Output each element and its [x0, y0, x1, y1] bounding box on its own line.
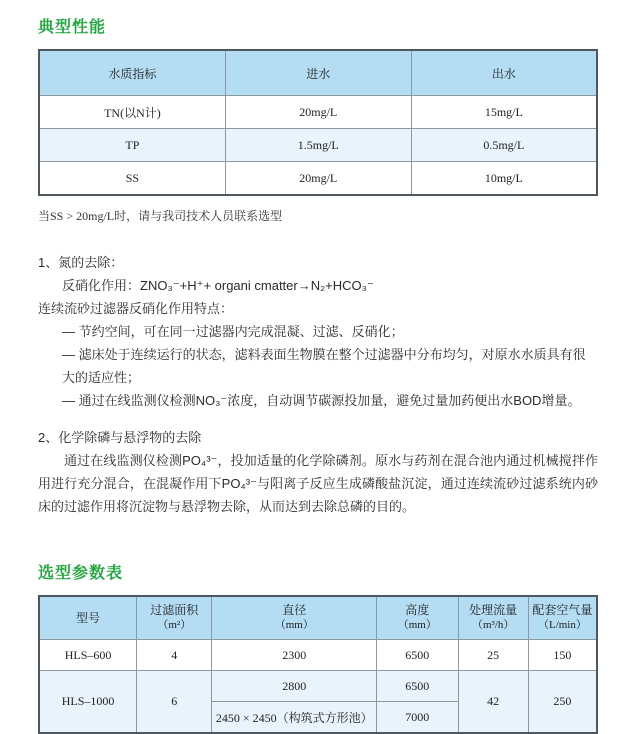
denitrification-formula: 反硝化作用：ZNO₃⁻+H⁺+ organi cmatter→N₂+HCO₃⁻ — [62, 278, 374, 293]
header-label: 配套空气量 — [532, 603, 593, 617]
col-header-flow — [458, 596, 528, 640]
cell-model: HLS–600 — [39, 640, 137, 671]
cell-outflow: 0.5mg/L — [411, 129, 597, 162]
cell-diameter: 2800 — [212, 671, 377, 702]
selection-table — [38, 595, 598, 734]
col-header-air — [528, 596, 597, 640]
cell-inflow: 1.5mg/L — [225, 129, 411, 162]
table-row-tp — [39, 129, 597, 162]
cell-area: 4 — [137, 640, 212, 671]
cell-outflow: 15mg/L — [411, 96, 597, 129]
col-header-indicator: 水质指标 — [39, 50, 225, 96]
selection-table-header-row — [39, 596, 597, 640]
cell-inflow: 20mg/L — [225, 96, 411, 129]
performance-table-header-row — [39, 50, 597, 96]
header-unit: （mm） — [274, 619, 314, 631]
nitrogen-point: — 通过在线监测仪检测NO₃⁻浓度，自动调节碳源投加量，避免过量加药便出水BOD增量。 — [62, 393, 581, 408]
cell-area: 6 — [137, 671, 212, 734]
header-unit: （m²） — [157, 619, 192, 631]
header-label: 型号 — [76, 610, 101, 625]
section-title-performance: 典型性能 — [38, 19, 107, 36]
cell-diameter: 2300 — [212, 640, 377, 671]
header-unit: （m³/h） — [471, 619, 515, 631]
header-unit: （L/min） — [537, 619, 587, 631]
col-header-inflow: 进水 — [225, 50, 411, 96]
col-header-diameter — [212, 596, 377, 640]
cell-height: 6500 — [377, 671, 458, 702]
header-unit: （mm） — [397, 619, 437, 631]
header-label: 过滤面积 — [150, 603, 199, 617]
col-header-height — [377, 596, 458, 640]
table-footnote: 当SS > 20mg/L时，请与我司技术人员联系选型 — [38, 209, 283, 223]
section-title-selection: 选型参数表 — [38, 565, 124, 582]
table-row-hls600 — [39, 640, 597, 671]
cell-air: 250 — [528, 671, 597, 734]
performance-table — [38, 49, 598, 196]
phosphorus-paragraph: 通过在线监测仪检测PO₄³⁻，投加适量的化学除磷剂。原水与药剂在混合池内通过机械搅拌作用进行充分混合，在混凝作用下PO₄³⁻与阳离子反应生成磷酸盐沉淀，通过连续流砂过滤系统内砂床的过滤作用将沉淀物与悬浮物去除，从而达到去除总磷的目的。 — [38, 453, 598, 514]
body-text-section — [38, 251, 598, 518]
table-row-hls1000-variant-1 — [39, 671, 597, 702]
nitrogen-point: — 节约空间，可在同一过滤器内完成混凝、过滤、反硝化； — [62, 324, 404, 339]
cell-indicator: SS — [39, 162, 225, 196]
table-row-tn — [39, 96, 597, 129]
col-header-filter-area — [137, 596, 212, 640]
cell-inflow: 20mg/L — [225, 162, 411, 196]
nitrogen-subtitle: 连续流砂过滤器反硝化作用特点： — [38, 301, 234, 316]
cell-flow: 42 — [458, 671, 528, 734]
nitrogen-point: — 滤床处于连续运行的状态，滤料表面生物膜在整个过滤器中分布均匀，对原水水质具有很大的适应性； — [62, 347, 586, 385]
cell-outflow: 10mg/L — [411, 162, 597, 196]
header-label: 处理流量 — [469, 603, 518, 617]
cell-height: 6500 — [377, 640, 458, 671]
cell-indicator: TN(以N计) — [39, 96, 225, 129]
spacer — [38, 412, 598, 426]
nitrogen-heading: 1、氮的去除： — [38, 255, 124, 270]
cell-indicator: TP — [39, 129, 225, 162]
phosphorus-heading: 2、化学除磷与悬浮物的去除 — [38, 430, 202, 445]
cell-flow: 25 — [458, 640, 528, 671]
cell-model: HLS–1000 — [39, 671, 137, 734]
col-header-outflow: 出水 — [411, 50, 597, 96]
cell-height: 7000 — [377, 702, 458, 734]
table-row-ss — [39, 162, 597, 196]
cell-diameter: 2450 × 2450（构筑式方形池） — [212, 702, 377, 734]
header-label: 高度 — [405, 603, 430, 617]
cell-air: 150 — [528, 640, 597, 671]
col-header-model — [39, 596, 137, 640]
header-label: 直径 — [282, 603, 307, 617]
